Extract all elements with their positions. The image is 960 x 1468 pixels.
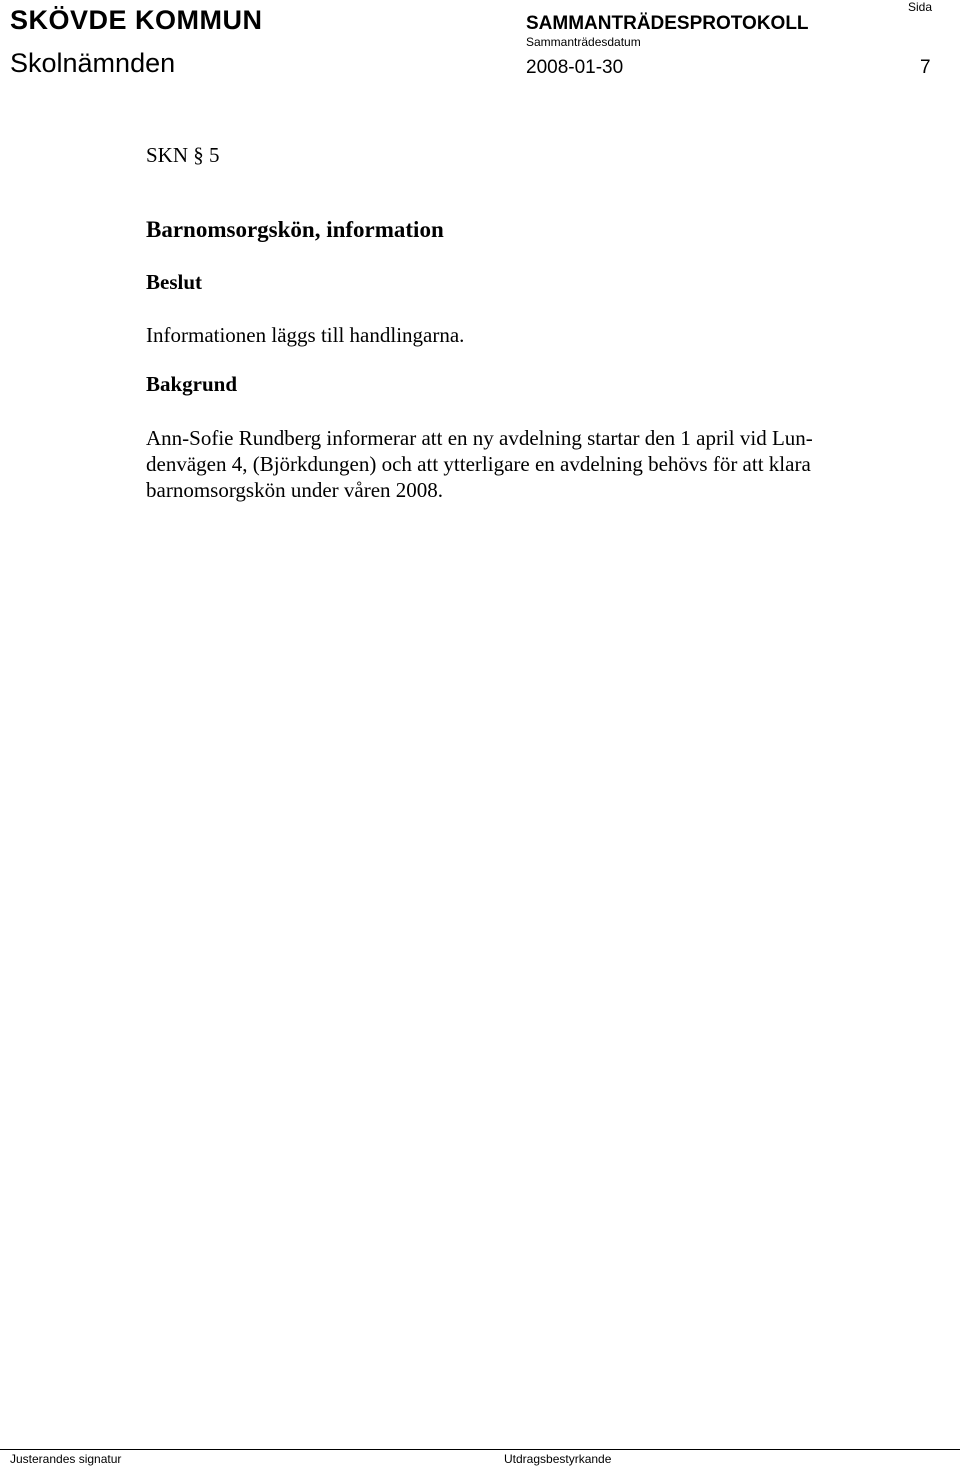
meeting-date: 2008-01-30 <box>526 57 624 78</box>
municipality-logo: SKÖVDE KOMMUN <box>10 5 263 35</box>
background-heading: Bakgrund <box>146 372 238 396</box>
background-text-line: denvägen 4, (Björkdungen) och att ytterligare en avdelning behövs för att klara <box>146 452 811 476</box>
footer-divider <box>0 1449 960 1450</box>
background-text-line: barnomsorgskön under våren 2008. <box>146 478 444 502</box>
certification-label: Utdragsbestyrkande <box>504 1452 612 1466</box>
page-number: 7 <box>920 57 931 78</box>
decision-text: Informationen läggs till handlingarna. <box>146 323 465 347</box>
meeting-date-label: Sammanträdesdatum <box>526 35 641 49</box>
document-type: SAMMANTRÄDESPROTOKOLL <box>526 13 809 34</box>
committee-name: Skolnämnden <box>10 48 176 78</box>
decision-heading: Beslut <box>146 270 203 294</box>
section-title: Barnomsorgskön, information <box>146 217 444 242</box>
background-text-line: Ann-Sofie Rundberg informerar att en ny avdelning startar den 1 april vid Lun- <box>146 426 813 450</box>
signature-label: Justerandes signatur <box>10 1452 122 1466</box>
page-label: Sida <box>908 0 933 14</box>
section-number: SKN § 5 <box>146 143 220 167</box>
